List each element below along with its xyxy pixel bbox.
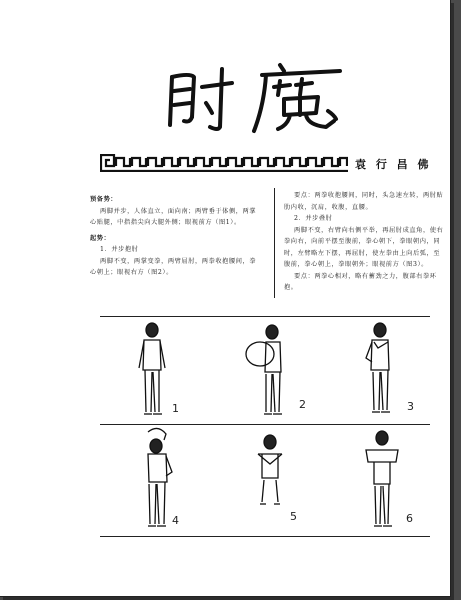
step-heading-1: 1．并步抱肘 bbox=[100, 246, 139, 253]
paragraph-step-2: 两脚不变，右臂向右侧平举，再屈肘成直角，使右拳向右，向前平摆至腹前，拳心朝下，拳眼朝内，同时，左臂略左下摆，再屈肘，使左拳由上向后弧，至腹前，拳心朝上，拳眼朝外；眼视前方（图3）。 bbox=[284, 226, 444, 268]
author-name: 袁 行 昌 佛 bbox=[355, 158, 432, 171]
figure-1-number: 1 bbox=[172, 402, 179, 415]
paragraph-keypoint-2: 要点：两拳心相对，略有蓄劲之力，腹部右拳环抱。 bbox=[284, 272, 437, 291]
figure-2-illustration bbox=[240, 320, 300, 424]
paragraph-keypoint-1: 要点：两拳收抱腰间，同时，头急速左转，两肘贴肋内收，沉肩，收腹，直腰。 bbox=[284, 192, 444, 211]
figure-6-illustration bbox=[352, 426, 412, 534]
figure-panel-bottom-rule bbox=[100, 536, 430, 537]
figure-3-person-icon bbox=[352, 318, 412, 418]
figure-5-person-icon bbox=[240, 432, 300, 512]
step-heading-2: 2．并步叠肘 bbox=[294, 215, 333, 222]
figure-panel-top-rule bbox=[100, 316, 430, 317]
figure-2-number: 2 bbox=[299, 398, 306, 411]
figure-6-number: 6 bbox=[406, 512, 413, 525]
calligraphy-title bbox=[150, 55, 370, 135]
figure-4-person-icon bbox=[130, 426, 190, 530]
figure-3-number: 3 bbox=[407, 400, 414, 413]
paragraph-ready: 两脚并步，人体直立，面向南；两臂垂于体侧，两掌心贴腿，中指指尖向大腿外侧；眼视前方（图1）。 bbox=[90, 207, 257, 226]
right-text-column bbox=[284, 190, 444, 294]
decorative-fret-band bbox=[100, 154, 348, 172]
figure-5-number: 5 bbox=[290, 510, 297, 523]
paragraph-step-1: 两脚不变，两掌变拳，两臂屈肘，两拳收抱腰间，拳心朝上；眼视右方（图2）。 bbox=[90, 257, 257, 276]
column-divider bbox=[274, 188, 275, 298]
title-glyphs bbox=[150, 55, 370, 135]
figure-4-illustration bbox=[130, 426, 190, 534]
section-heading-start: 起势： bbox=[90, 234, 111, 242]
figure-panel-mid-rule bbox=[100, 424, 430, 425]
figure-5-illustration bbox=[240, 432, 300, 516]
figure-2-person-icon bbox=[240, 320, 300, 420]
left-text-column bbox=[90, 190, 260, 279]
figure-6-person-icon bbox=[352, 426, 412, 530]
figure-3-illustration bbox=[352, 318, 412, 422]
figure-4-number: 4 bbox=[172, 514, 179, 527]
fret-pattern bbox=[100, 154, 348, 172]
section-heading-ready: 预备势： bbox=[90, 196, 118, 203]
